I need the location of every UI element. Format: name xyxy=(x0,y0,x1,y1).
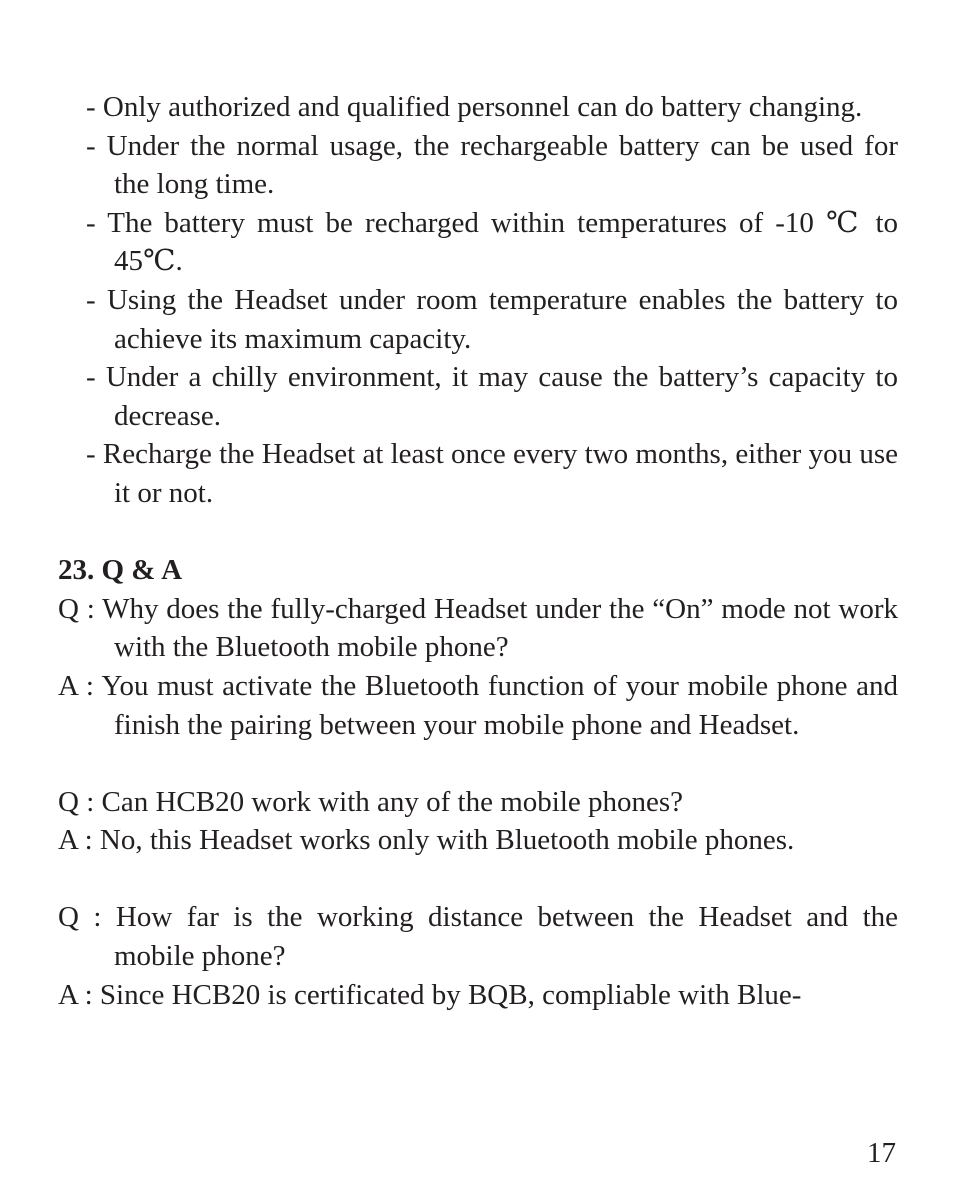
answer: A : No, this Headset works only with Bluetooth mobile phones. xyxy=(58,824,795,857)
battery-note: - Only authorized and qualified personnel can do battery changing. xyxy=(86,91,863,123)
question: Q : Why does the fully-charged Headset under the “On” mode not work with the Bluetooth mobile phone? xyxy=(58,592,898,664)
answer: A : You must activate the Bluetooth function of your mobile phone and finish the pairing between your mobile phone and Headset. xyxy=(58,669,898,741)
body-text xyxy=(58,88,898,1014)
question: Q : How far is the working distance between the Headset and the mobile phone? xyxy=(58,901,898,973)
spacer xyxy=(58,744,898,783)
battery-note: - Under the normal usage, the rechargeable battery can be used for the long time. xyxy=(86,129,898,201)
battery-note: - Using the Headset under room temperature enables the battery to achieve its maximum capacity. xyxy=(86,283,898,355)
answer: A : Since HCB20 is certificated by BQB, compliable with Blue- xyxy=(58,978,802,1011)
page-number: 17 xyxy=(867,1137,896,1169)
battery-notes-list xyxy=(86,88,898,513)
battery-note: - Under a chilly environment, it may cause the battery’s capacity to decrease. xyxy=(86,361,898,432)
spacer xyxy=(58,860,898,899)
question: Q : Can HCB20 work with any of the mobile phones? xyxy=(58,785,684,818)
battery-note: - Recharge the Headset at least once every two months, either you use it or not. xyxy=(86,438,898,509)
battery-note: - The battery must be recharged within temperatures of -10 ℃ to 45℃. xyxy=(86,206,898,278)
section-heading: 23. Q & A xyxy=(58,554,183,587)
